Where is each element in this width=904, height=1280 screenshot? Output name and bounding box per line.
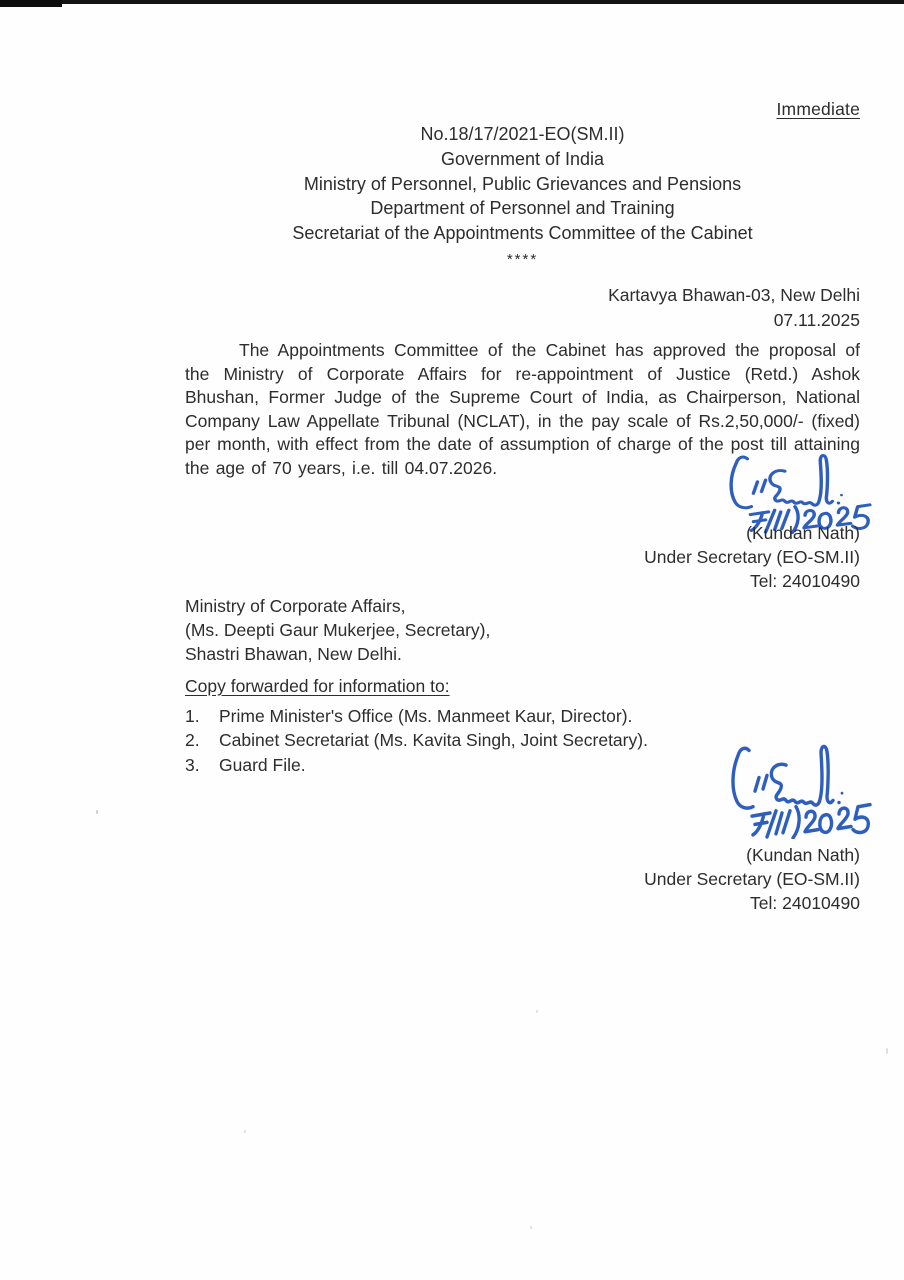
scan-edge-artifact-blob bbox=[0, 0, 62, 7]
addressee-line: Ministry of Corporate Affairs, bbox=[185, 596, 406, 616]
signatory-name: (Kundan Nath) bbox=[746, 845, 860, 865]
addressee-line: Shastri Bhawan, New Delhi. bbox=[185, 643, 402, 664]
signatory-name: (Kundan Nath) bbox=[746, 523, 860, 543]
signature-tick-stroke bbox=[755, 778, 759, 792]
signatory-telephone: Tel: 24010490 bbox=[750, 892, 860, 913]
org-line-ministry: Ministry of Personnel, Public Grievances and Pensions bbox=[303, 173, 742, 194]
list-item-number: 3. bbox=[185, 754, 200, 775]
signature-dot bbox=[840, 494, 843, 496]
signature-tick-stroke bbox=[753, 482, 757, 493]
signature-paren-stroke bbox=[731, 457, 751, 508]
signature-date-handwritten bbox=[752, 805, 870, 838]
org-line-department: Department of Personnel and Training bbox=[370, 198, 675, 219]
signatory-telephone: Tel: 24010490 bbox=[750, 570, 860, 591]
dateline bbox=[185, 283, 860, 332]
list-item-text: Guard File. bbox=[219, 754, 306, 775]
separator-stars: **** bbox=[506, 250, 539, 268]
signature-tick-stroke bbox=[763, 775, 767, 789]
scan-speck bbox=[530, 1226, 532, 1229]
handwritten-signature-2 bbox=[722, 740, 882, 839]
signature-dot bbox=[837, 502, 840, 505]
addressee-line: (Ms. Deepti Gaur Mukerjee, Secretary), bbox=[185, 619, 491, 640]
signature-block-2 bbox=[185, 844, 860, 915]
signature-paren-stroke bbox=[733, 748, 753, 808]
scan-edge-artifact bbox=[0, 0, 904, 4]
place-line: Kartavya Bhawan-03, New Delhi bbox=[608, 285, 860, 305]
date-line: 07.11.2025 bbox=[773, 309, 860, 330]
list-item bbox=[185, 704, 860, 728]
priority-label: Immediate bbox=[776, 99, 860, 119]
signatory-designation: Under Secretary (EO-SM.II) bbox=[644, 868, 860, 889]
copy-forwarded-heading: Copy forwarded for information to: bbox=[185, 676, 450, 696]
signature-block-1 bbox=[185, 522, 860, 593]
scan-speck bbox=[244, 1130, 246, 1133]
signature-scribble-stroke bbox=[771, 746, 833, 805]
signatory-designation: Under Secretary (EO-SM.II) bbox=[644, 546, 860, 567]
signature-dot bbox=[841, 792, 844, 795]
file-number: No.18/17/2021-EO(SM.II) bbox=[420, 124, 625, 144]
scan-speck bbox=[536, 1010, 538, 1013]
signature-tick-stroke bbox=[762, 480, 766, 491]
body-paragraph: The Appointments Committee of the Cabinet has approved the proposal of the Ministry of Corporate Affairs for re-appointment of Justice (Retd.) Ashok Bhushan, Former Judge of the Supreme Court of India, as Chairperson, National Company Law Appellate Tribunal (NCLAT), in the pay scale of Rs.2,50,000/- (fixed) per month, with effect from the date of assumption of charge of the post till attaining the age of 70 years, i.e. till 04.07.2026. bbox=[185, 340, 860, 478]
letterhead bbox=[185, 122, 860, 268]
list-item-text: Cabinet Secretariat (Ms. Kavita Singh, Joint Secretary). bbox=[219, 730, 648, 751]
scan-speck bbox=[96, 810, 98, 814]
org-line-secretariat: Secretariat of the Appointments Committee of the Cabinet bbox=[292, 223, 753, 244]
signature-scribble-stroke bbox=[770, 456, 832, 506]
org-line-government: Government of India bbox=[440, 148, 605, 169]
list-item-number: 1. bbox=[185, 706, 200, 726]
addressee-block bbox=[185, 595, 860, 666]
signature-dot bbox=[837, 801, 840, 805]
list-item-number: 2. bbox=[185, 730, 200, 751]
list-item-text: Prime Minister's Office (Ms. Manmeet Kaur, Director). bbox=[219, 706, 633, 726]
scan-speck bbox=[886, 1048, 888, 1054]
